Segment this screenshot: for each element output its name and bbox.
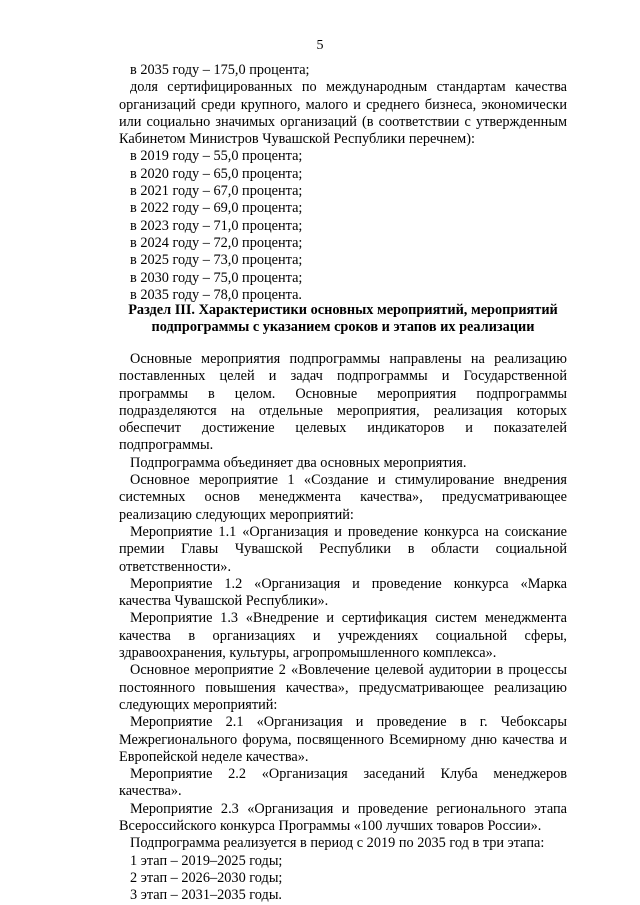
list-item: в 2025 году – 73,0 процента; <box>130 252 303 269</box>
list-item: в 2022 году – 69,0 процента; <box>130 200 303 217</box>
indicators-block <box>119 62 567 304</box>
list-item: в 2019 году – 55,0 процента; <box>130 148 303 165</box>
list-item: в 2021 году – 67,0 процента; <box>130 183 303 200</box>
paragraph: Подпрограмма объединяет два основных мероприятия. <box>130 454 467 471</box>
section-heading-line: Раздел III. Характеристики основных мероприятий, мероприятий <box>128 302 558 318</box>
list-item: в 2023 году – 71,0 процента; <box>130 217 303 234</box>
list-item: в 2020 году – 65,0 процента; <box>130 165 303 182</box>
paragraph: доля сертифицированных по международным стандартам качества организаций среди крупного, малого и среднего бизнеса, экономически или социально значимых организаций (в соответствии с утвержденным Кабинетом Министров Чувашской Республики перечнем): <box>119 79 567 148</box>
list-item: в 2030 году – 75,0 процента; <box>130 269 303 286</box>
paragraph: Мероприятие 2.2 «Организация заседаний Клуба менеджеров качества». <box>119 766 567 800</box>
page-number: 5 <box>316 38 324 53</box>
paragraph: Мероприятие 1.2 «Организация и проведение конкурса «Марка качества Чувашской Республики». <box>119 575 567 610</box>
section-heading-line: подпрограммы с указанием сроков и этапов их реализации <box>151 319 535 336</box>
stage-item: 3 этап – 2031–2035 годы. <box>130 887 282 904</box>
stage-item: 1 этап – 2019–2025 годы; <box>130 852 283 869</box>
section-heading <box>119 302 567 337</box>
list-item: в 2035 году – 175,0 процента; <box>130 62 310 78</box>
list-item: в 2035 году – 78,0 процента. <box>130 286 302 303</box>
paragraph: Основные мероприятия подпрограммы направлены на реализацию поставленных целей и задач подпрограммы и Государственной программы в целом. Основные мероприятия подпрограммы подразделяются на отдельные мероприятия, реализация которых обеспечит достижение целевых индикаторов и показателей подпрограммы. <box>119 351 567 454</box>
paragraph: Мероприятие 2.3 «Организация и проведение регионального этапа Всероссийского конкурса Программы «100 лучших товаров России». <box>119 800 567 835</box>
stage-item: 2 этап – 2026–2030 годы; <box>130 869 283 886</box>
measures-block <box>119 351 567 905</box>
paragraph: Основное мероприятие 2 «Вовлечение целевой аудитории в процессы постоянного повышения качества», предусматривающее реализацию следующих мероприятий: <box>119 662 567 713</box>
paragraph: Мероприятие 2.1 «Организация и проведение в г. Чебоксары Межрегионального форума, посвященного Всемирному дню качества и Европейской неделе качества». <box>119 714 567 765</box>
paragraph: Подпрограмма реализуется в период с 2019 по 2035 год в три этапа: <box>130 835 545 852</box>
paragraph: Мероприятие 1.3 «Внедрение и сертификация систем менеджмента качества в организациях и учреждениях социальной сферы, здравоохранения, культуры, агропромышленного комплекса». <box>119 610 567 662</box>
paragraph: Мероприятие 1.1 «Организация и проведение конкурса на соискание премии Главы Чувашской Республики в области социальной ответственности». <box>119 523 567 575</box>
list-item: в 2024 году – 72,0 процента; <box>130 234 303 251</box>
paragraph: Основное мероприятие 1 «Создание и стимулирование внедрения системных основ менеджмента качества», предусматривающее реализацию следующих мероприятий: <box>119 472 567 523</box>
